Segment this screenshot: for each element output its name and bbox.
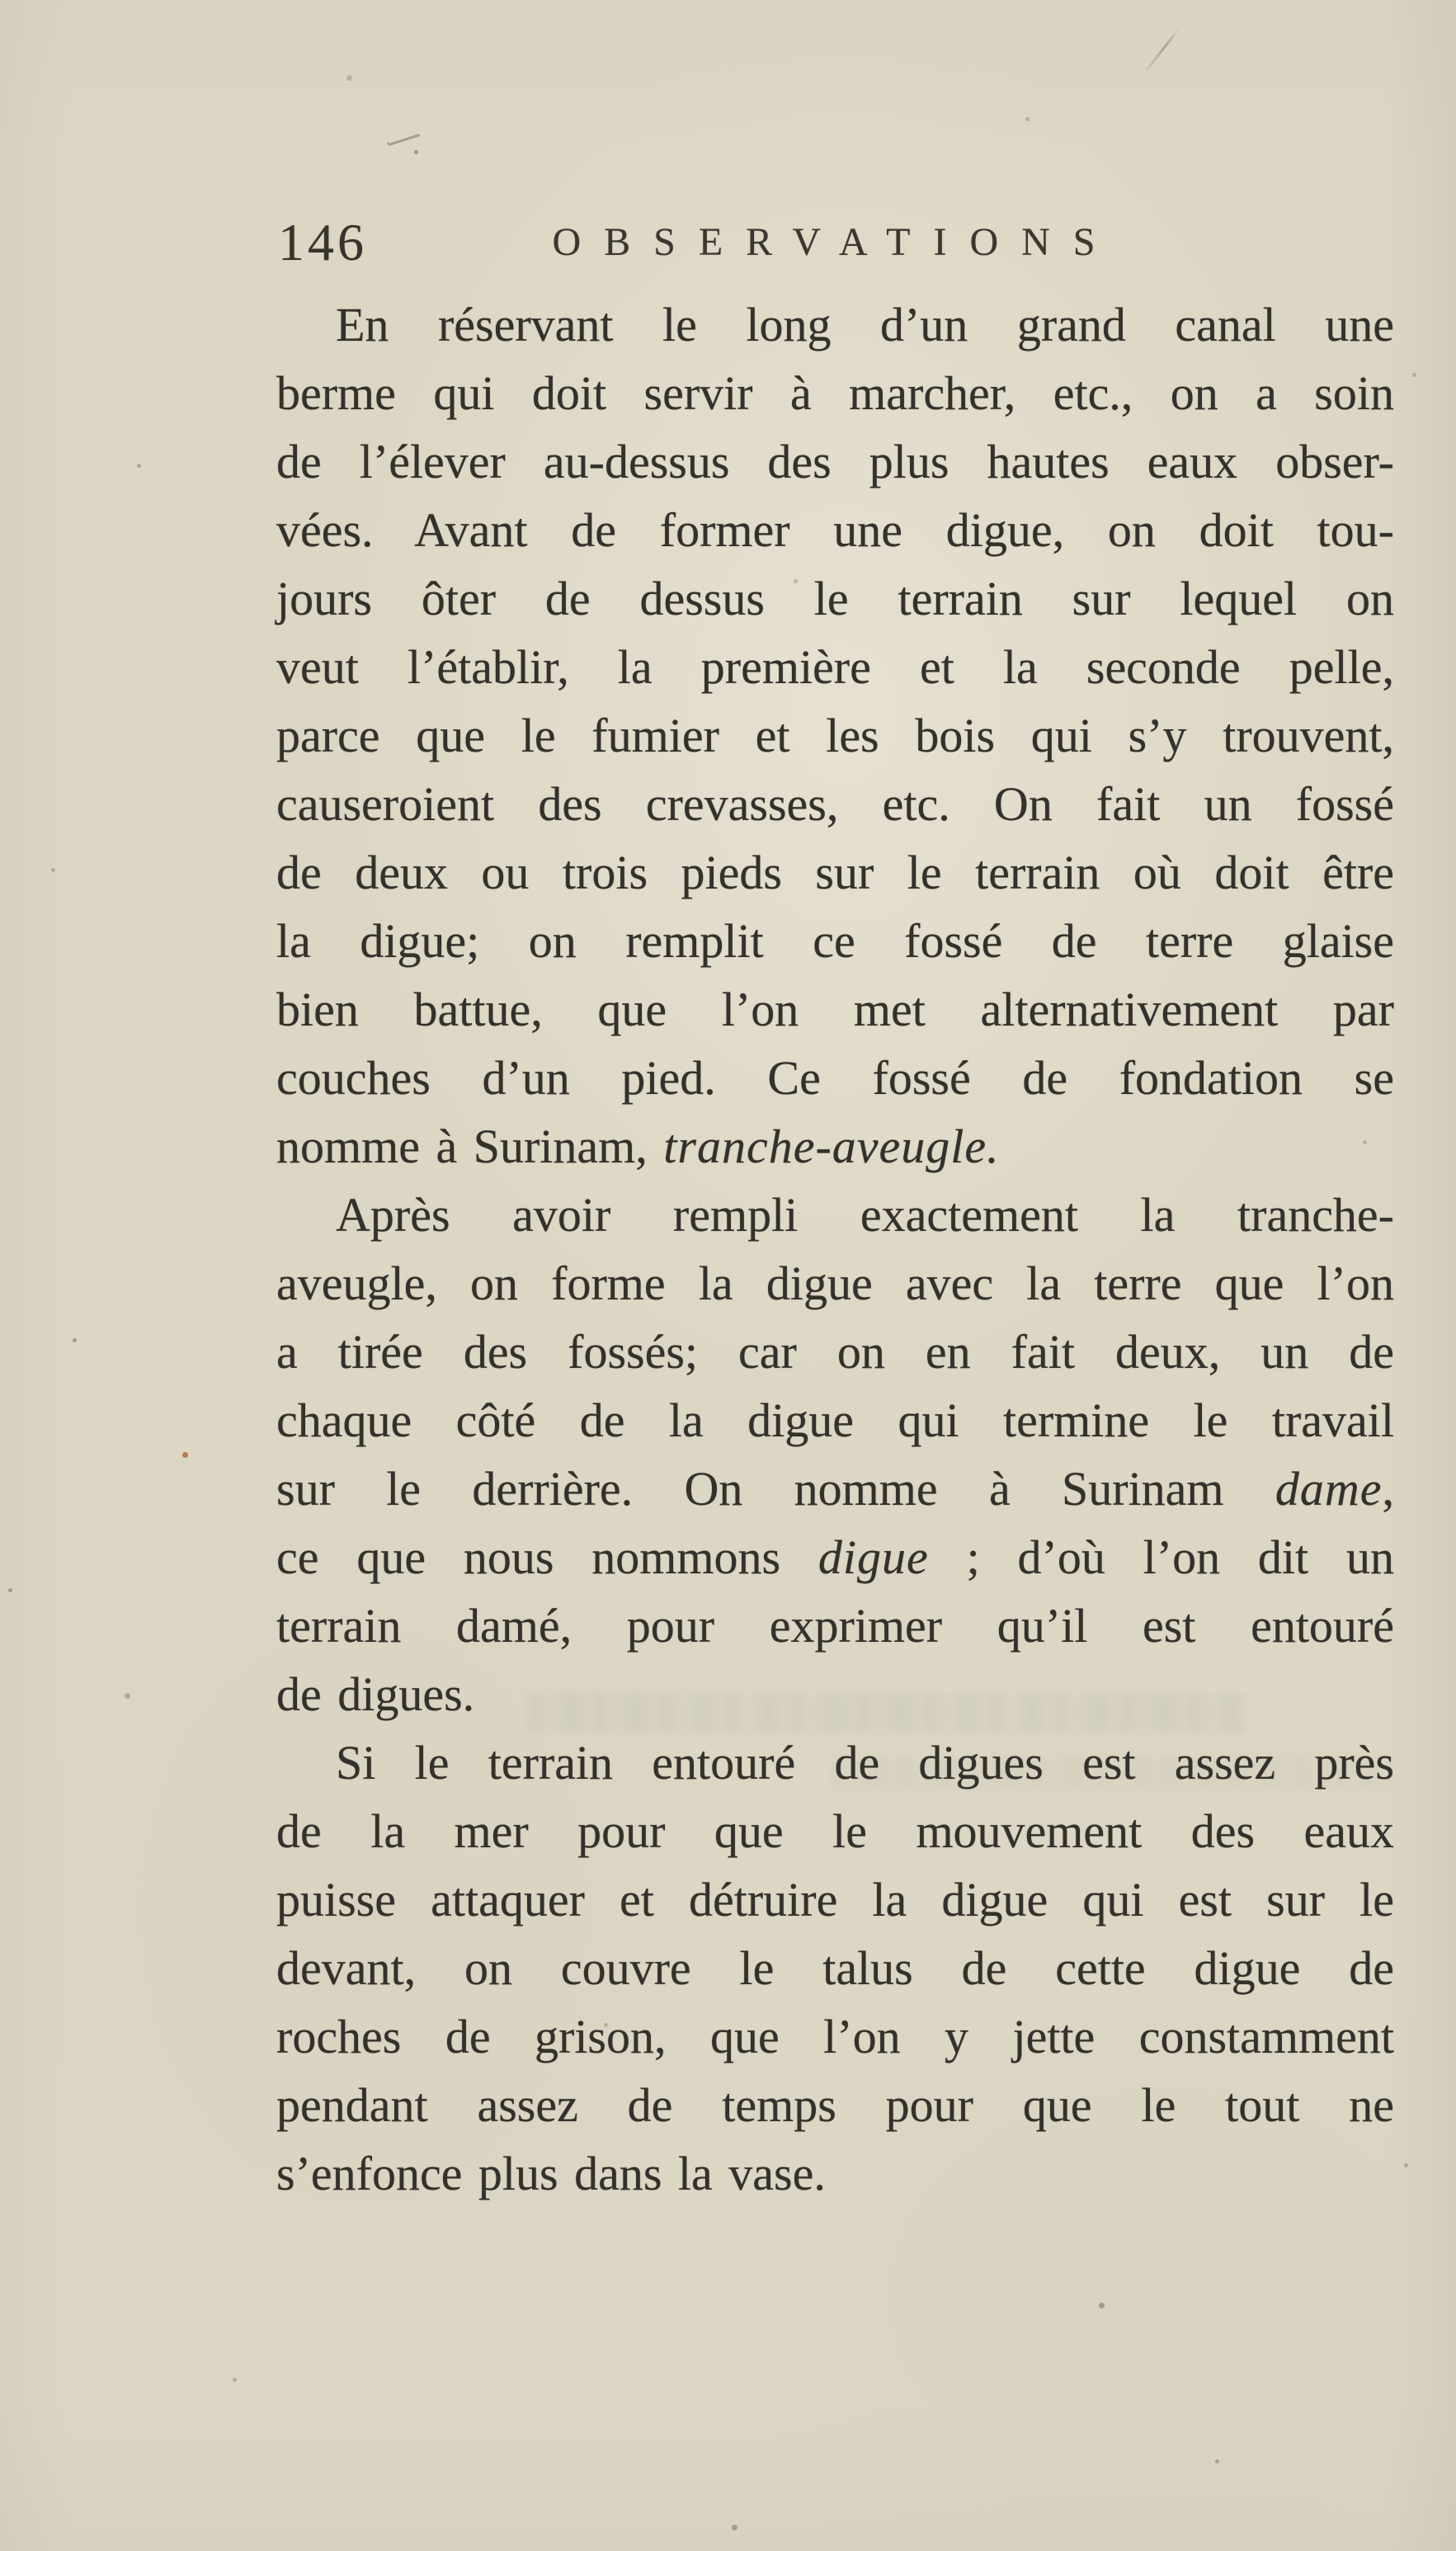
italic-term: dame bbox=[1275, 1462, 1383, 1516]
running-title: OBSERVATIONS bbox=[552, 220, 1119, 264]
text-segment: causeroient des crevasses, etc. On fait un fossé bbox=[276, 777, 1394, 831]
text-line bbox=[276, 427, 1394, 496]
text-line bbox=[276, 975, 1394, 1044]
text-segment: jours ôter de dessus le terrain sur lequel on bbox=[276, 572, 1394, 625]
text-segment: de la mer pour que le mouvement des eaux bbox=[276, 1804, 1394, 1858]
italic-term: digue bbox=[818, 1530, 929, 1584]
text-segment: la digue; on remplit ce fossé de terre glaise bbox=[276, 914, 1394, 968]
text-segment: En réservant le long d’un grand canal une bbox=[336, 298, 1394, 351]
text-segment: puisse attaquer et détruire la digue qui est sur le bbox=[276, 1873, 1394, 1926]
text-segment: terrain damé, pour exprimer qu’il est entouré bbox=[276, 1599, 1394, 1653]
text-line bbox=[276, 564, 1394, 633]
text-line bbox=[276, 1455, 1394, 1523]
text-segment: ce que nous nommons bbox=[276, 1530, 818, 1584]
text-segment: sur le derrière. On nomme à Surinam bbox=[276, 1462, 1275, 1516]
text-line bbox=[276, 2002, 1394, 2071]
text-line bbox=[276, 1934, 1394, 2002]
text-line bbox=[276, 1249, 1394, 1318]
text-line bbox=[276, 1523, 1394, 1591]
text-line bbox=[276, 2139, 1394, 2208]
text-segment: parce que le fumier et les bois qui s’y trouvent, bbox=[276, 709, 1394, 762]
text-line bbox=[276, 770, 1394, 838]
text-line bbox=[276, 1181, 1394, 1249]
text-line bbox=[276, 633, 1394, 701]
text-segment: pendant assez de temps pour que le tout ne bbox=[276, 2078, 1394, 2132]
text-line bbox=[276, 290, 1394, 359]
text-segment: de digues. bbox=[276, 1667, 475, 1721]
text-line bbox=[276, 1728, 1394, 1797]
page-number: 146 bbox=[278, 213, 367, 271]
text-line bbox=[276, 1865, 1394, 1934]
text-line bbox=[276, 2071, 1394, 2139]
text-segment: ; d’où l’on dit un bbox=[928, 1530, 1394, 1584]
text-line bbox=[276, 1318, 1394, 1386]
text-segment: nomme à Surinam, bbox=[276, 1120, 664, 1173]
text-line bbox=[276, 359, 1394, 427]
text-line bbox=[276, 1797, 1394, 1865]
text-segment: a tirée des fossés; car on en fait deux, un de bbox=[276, 1325, 1394, 1379]
text-segment: de deux ou trois pieds sur le terrain où doit être bbox=[276, 846, 1394, 899]
text-line bbox=[276, 907, 1394, 975]
text-line bbox=[276, 838, 1394, 907]
paper-specks bbox=[0, 0, 4, 4]
text-line bbox=[276, 1660, 1394, 1728]
text-line bbox=[276, 1044, 1394, 1112]
text-segment: roches de grison, que l’on y jette constamment bbox=[276, 2010, 1394, 2063]
text-segment: couches d’un pied. Ce fossé de fondation se bbox=[276, 1051, 1394, 1105]
text-segment: s’enfonce plus dans la vase. bbox=[276, 2147, 826, 2200]
text-segment: de l’élever au-dessus des plus hautes eaux obser- bbox=[276, 435, 1394, 488]
text-line bbox=[276, 701, 1394, 770]
text-block bbox=[276, 290, 1394, 2208]
text-segment: aveugle, on forme la digue avec la terre que l’on bbox=[276, 1257, 1394, 1310]
text-segment: vées. Avant de former une digue, on doit tou- bbox=[276, 503, 1394, 557]
text-line bbox=[276, 1591, 1394, 1660]
text-segment: Après avoir rempli exactement la tranche- bbox=[336, 1188, 1394, 1242]
text-segment: veut l’établir, la première et la seconde pelle, bbox=[276, 640, 1394, 694]
text-segment: , bbox=[1382, 1462, 1394, 1516]
text-line bbox=[276, 1112, 1394, 1181]
text-segment: Si le terrain entouré de digues est assez près bbox=[336, 1736, 1394, 1789]
text-segment: devant, on couvre le talus de cette digue de bbox=[276, 1941, 1394, 1995]
text-segment: bien battue, que l’on met alternativement par bbox=[276, 983, 1394, 1036]
scratch-mark bbox=[389, 134, 421, 146]
text-line bbox=[276, 496, 1394, 564]
scratch-mark bbox=[1146, 28, 1180, 71]
text-segment: berme qui doit servir à marcher, etc., on a soin bbox=[276, 366, 1394, 420]
text-segment: chaque côté de la digue qui termine le travail bbox=[276, 1393, 1394, 1447]
italic-term: tranche-aveugle. bbox=[663, 1120, 1000, 1173]
text-line bbox=[276, 1386, 1394, 1455]
